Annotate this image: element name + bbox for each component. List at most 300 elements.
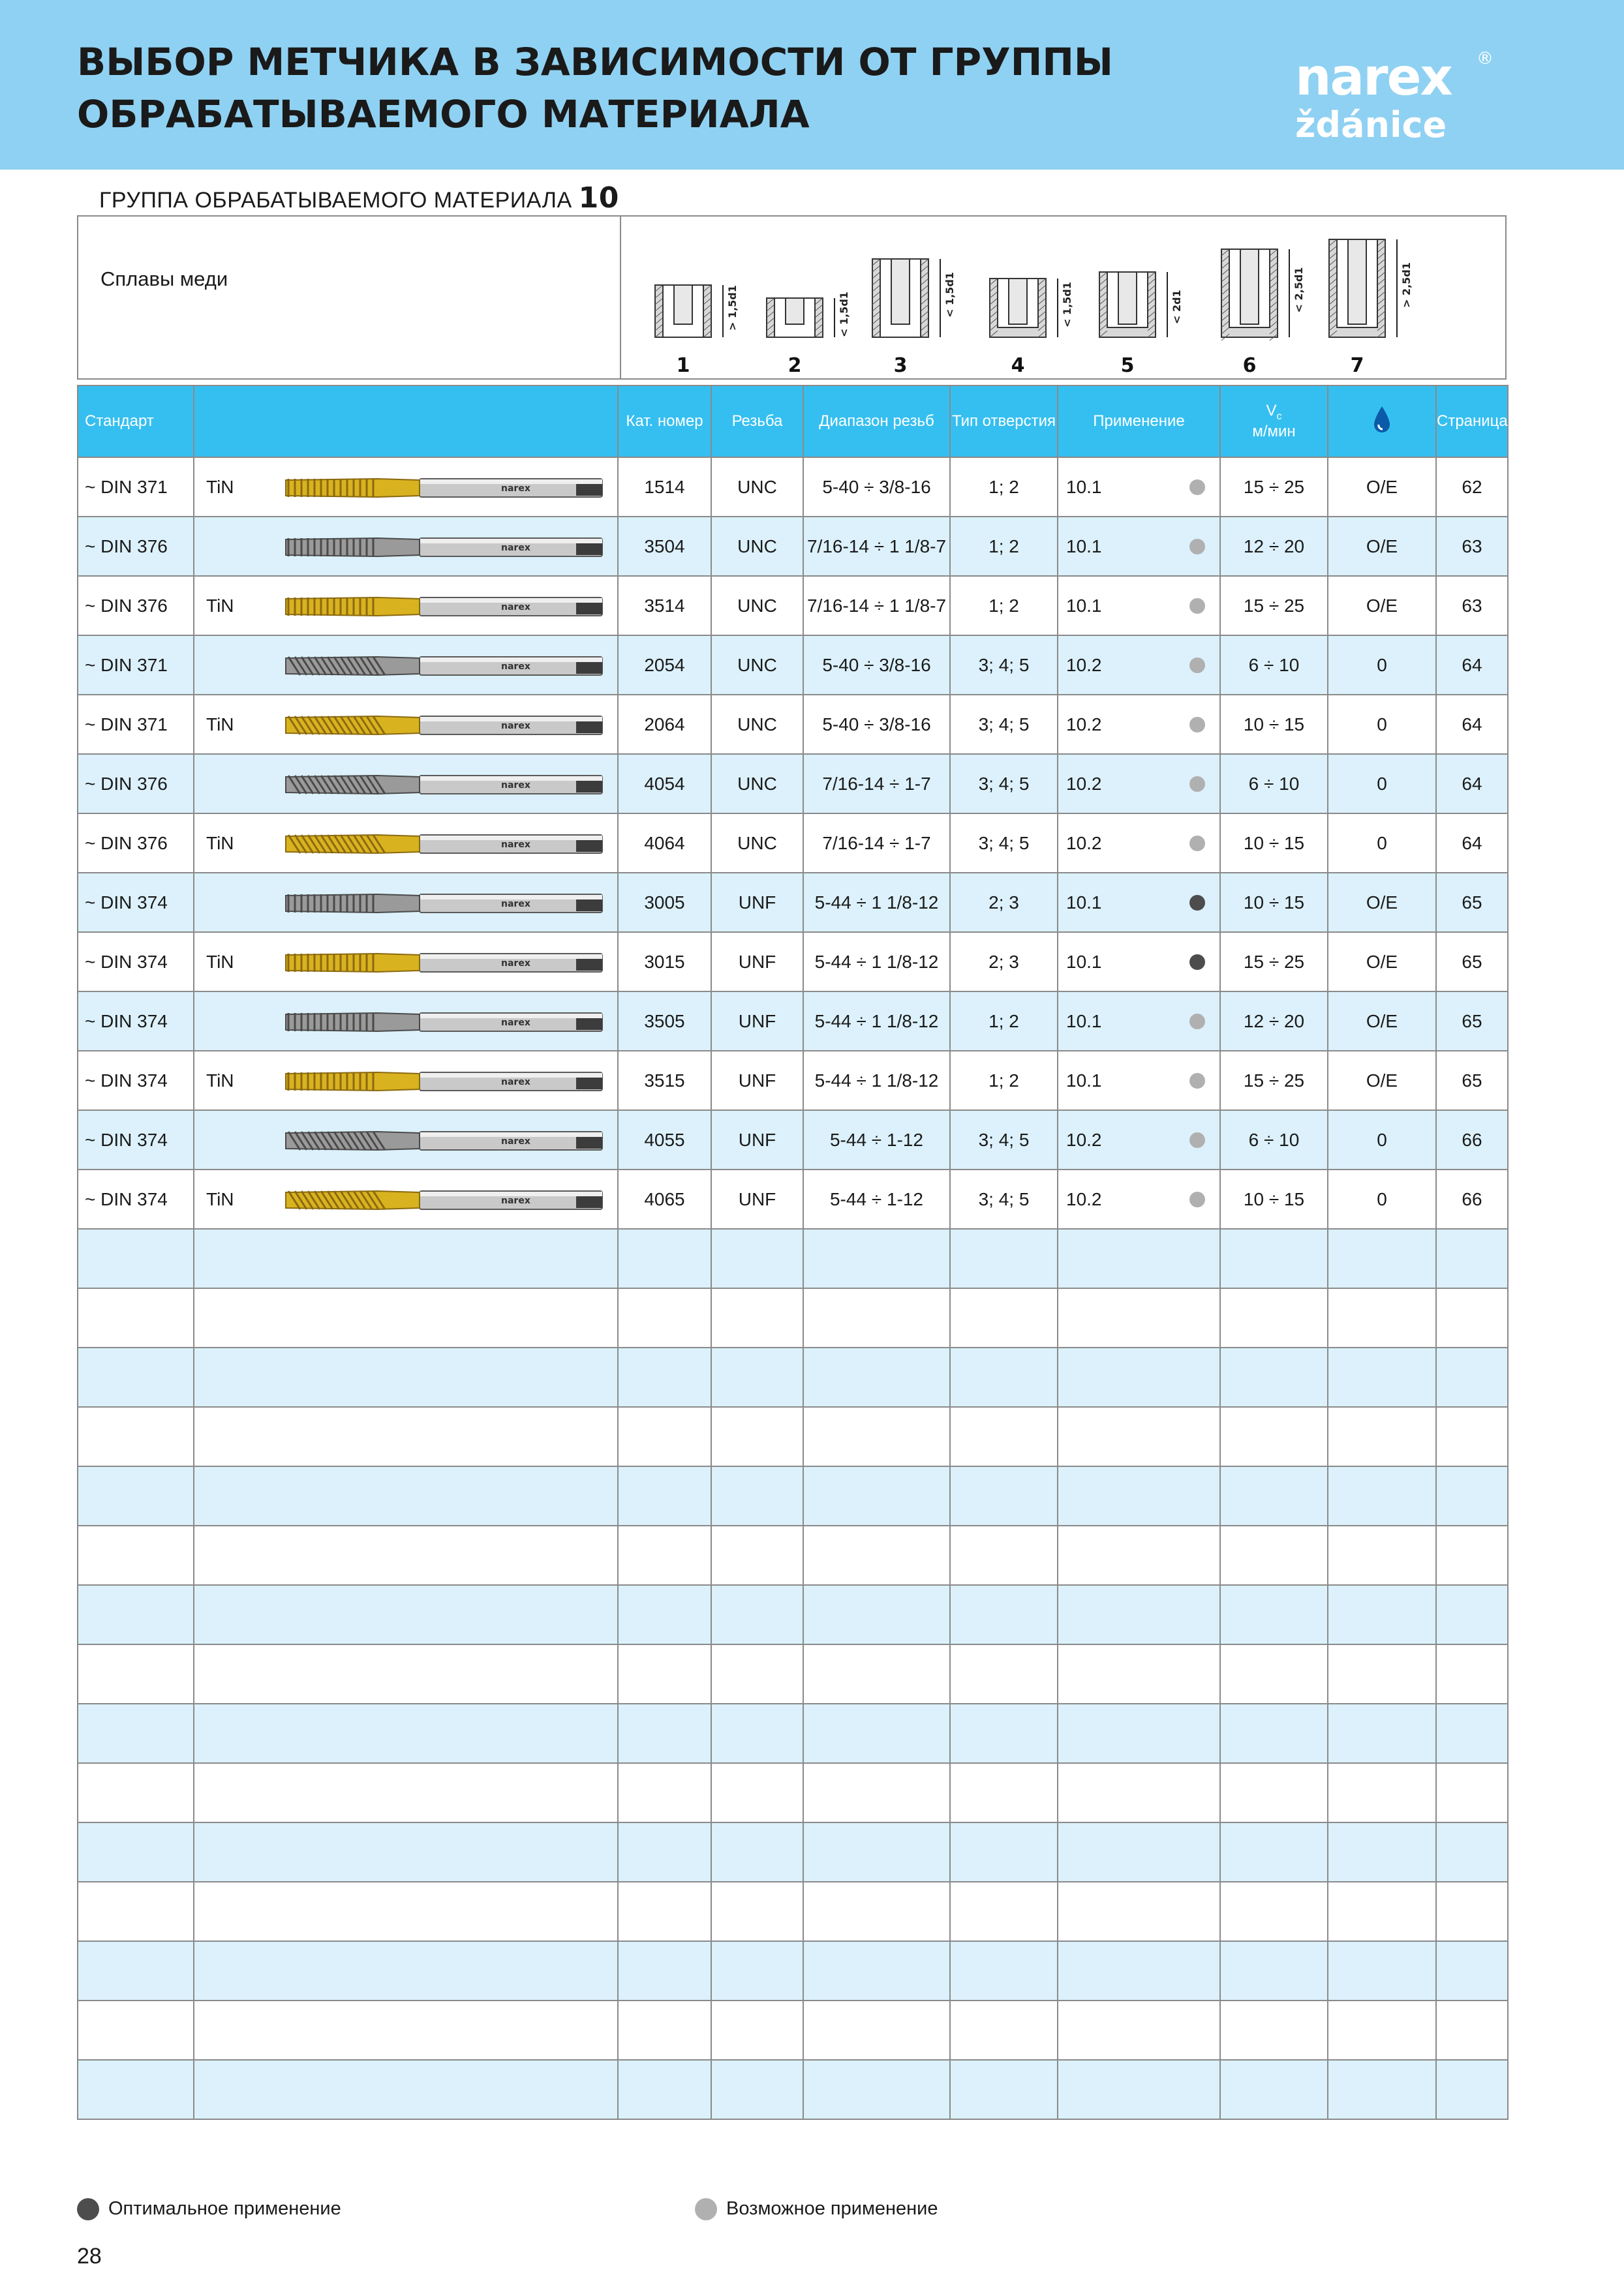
svg-text:narex: narex — [1295, 48, 1452, 107]
empty-cell — [618, 1585, 711, 1644]
empty-cell — [78, 1585, 194, 1644]
cat-number-cell: 2054 — [618, 635, 711, 695]
application-code: 10.1 — [1066, 536, 1102, 556]
hole-type-cell: 3; 4; 5 — [950, 754, 1058, 813]
col-coolant — [1328, 385, 1436, 457]
empty-cell — [1220, 1229, 1328, 1288]
page-title — [77, 36, 1113, 140]
empty-cell — [1436, 1763, 1508, 1822]
hole-type-cell: 1; 2 — [950, 1051, 1058, 1110]
empty-cell — [1328, 1585, 1436, 1644]
empty-cell — [1220, 1526, 1328, 1585]
application-code: 10.1 — [1066, 1070, 1102, 1091]
coolant-cell: O/E — [1328, 991, 1436, 1051]
application-cell — [1058, 1051, 1220, 1110]
col-standard: Стандарт — [78, 385, 194, 457]
empty-cell — [1436, 1229, 1508, 1288]
empty-cell — [78, 1526, 194, 1585]
svg-text:narex: narex — [501, 602, 530, 612]
empty-cell — [950, 1526, 1058, 1585]
possible-dot — [1189, 776, 1205, 792]
thread-range-cell: 5-44 ÷ 1 1/8-12 — [803, 932, 950, 991]
empty-cell — [1436, 2060, 1508, 2119]
possible-dot — [1189, 1132, 1205, 1148]
empty-cell — [1058, 1822, 1220, 1882]
empty-cell — [711, 2001, 803, 2060]
empty-row — [78, 1229, 1508, 1288]
empty-row — [78, 1288, 1508, 1348]
empty-cell — [78, 1704, 194, 1763]
empty-cell — [618, 1822, 711, 1882]
empty-cell — [803, 1348, 950, 1407]
thread-cell: UNF — [711, 932, 803, 991]
page-cell: 66 — [1436, 1110, 1508, 1170]
table-header-row — [78, 385, 1508, 457]
application-code: 10.1 — [1066, 892, 1102, 913]
coating-cell — [194, 1170, 618, 1229]
table-row — [78, 1051, 1508, 1110]
tap-image — [279, 944, 605, 981]
empty-cell — [194, 1585, 618, 1644]
empty-cell — [194, 1229, 618, 1288]
cat-number-cell: 4064 — [618, 813, 711, 873]
application-cell — [1058, 813, 1220, 873]
empty-cell — [803, 1288, 950, 1348]
coating-cell — [194, 991, 618, 1051]
table-row — [78, 1170, 1508, 1229]
empty-cell — [1058, 2001, 1220, 2060]
table-row — [78, 695, 1508, 754]
coating-cell — [194, 457, 618, 517]
coolant-drop-icon — [1373, 405, 1391, 434]
coolant-cell: 0 — [1328, 695, 1436, 754]
empty-row — [78, 1941, 1508, 2001]
svg-text:narex: narex — [501, 543, 530, 553]
empty-cell — [78, 1348, 194, 1407]
application-code: 10.1 — [1066, 476, 1102, 497]
tap-image — [279, 1004, 605, 1040]
empty-cell — [78, 1941, 194, 2001]
empty-cell — [1058, 1882, 1220, 1941]
page-cell: 65 — [1436, 932, 1508, 991]
coating-cell — [194, 517, 618, 576]
thread-range-cell: 5-40 ÷ 3/8-16 — [803, 635, 950, 695]
empty-cell — [803, 2001, 950, 2060]
page-cell: 63 — [1436, 576, 1508, 635]
coating-label: TiN — [206, 1070, 234, 1091]
empty-cell — [1220, 1288, 1328, 1348]
empty-cell — [950, 1288, 1058, 1348]
possible-dot — [1189, 836, 1205, 851]
coating-label: TiN — [206, 1188, 234, 1209]
empty-cell — [1220, 1882, 1328, 1941]
thread-range-cell: 7/16-14 ÷ 1-7 — [803, 754, 950, 813]
table-row — [78, 457, 1508, 517]
coating-cell — [194, 695, 618, 754]
coating-cell — [194, 1110, 618, 1170]
empty-cell — [950, 1229, 1058, 1288]
thread-cell: UNC — [711, 635, 803, 695]
page-cell: 64 — [1436, 695, 1508, 754]
empty-cell — [803, 1407, 950, 1466]
empty-cell — [950, 1882, 1058, 1941]
hole-type-number: 3 — [893, 354, 908, 377]
cat-number-cell: 4055 — [618, 1110, 711, 1170]
empty-cell — [711, 2060, 803, 2119]
svg-text:< 1,5d1: < 1,5d1 — [1061, 282, 1073, 327]
empty-cell — [194, 1407, 618, 1466]
empty-cell — [950, 2060, 1058, 2119]
empty-cell — [1436, 1585, 1508, 1644]
empty-cell — [194, 1882, 618, 1941]
empty-cell — [803, 1466, 950, 1526]
empty-cell — [803, 1941, 950, 2001]
empty-cell — [950, 1822, 1058, 1882]
thread-cell: UNC — [711, 457, 803, 517]
table-row — [78, 517, 1508, 576]
empty-cell — [618, 1704, 711, 1763]
coolant-cell: O/E — [1328, 457, 1436, 517]
empty-cell — [711, 1763, 803, 1822]
empty-cell — [618, 1526, 711, 1585]
application-cell — [1058, 1110, 1220, 1170]
empty-cell — [78, 1763, 194, 1822]
application-code: 10.2 — [1066, 832, 1102, 853]
empty-cell — [711, 1941, 803, 2001]
thread-range-cell: 7/16-14 ÷ 1 1/8-7 — [803, 517, 950, 576]
empty-row — [78, 1526, 1508, 1585]
coating-cell — [194, 576, 618, 635]
empty-cell — [1058, 1644, 1220, 1704]
hole-type-number: 6 — [1242, 354, 1257, 377]
empty-cell — [194, 1348, 618, 1407]
material-name: Сплавы меди — [100, 267, 228, 290]
col-hole: Тип отверстия — [950, 385, 1058, 457]
empty-cell — [618, 1229, 711, 1288]
thread-cell: UNC — [711, 576, 803, 635]
empty-cell — [194, 1822, 618, 1882]
empty-cell — [618, 2060, 711, 2119]
tap-image — [279, 766, 605, 803]
svg-text:narex: narex — [501, 483, 530, 494]
empty-cell — [711, 1229, 803, 1288]
empty-cell — [711, 1526, 803, 1585]
empty-cell — [1436, 1466, 1508, 1526]
standard-cell: ~ DIN 374 — [78, 1110, 194, 1170]
page-cell: 65 — [1436, 1051, 1508, 1110]
empty-cell — [78, 1229, 194, 1288]
group-title — [99, 181, 619, 215]
thread-cell: UNC — [711, 695, 803, 754]
empty-cell — [618, 1466, 711, 1526]
tap-image — [279, 648, 605, 684]
tap-image — [279, 470, 605, 506]
application-cell — [1058, 576, 1220, 635]
standard-cell: ~ DIN 371 — [78, 635, 194, 695]
thread-cell: UNF — [711, 873, 803, 932]
possible-dot — [1189, 479, 1205, 495]
narex-logo — [1289, 39, 1497, 150]
standard-cell: ~ DIN 374 — [78, 932, 194, 991]
legend-dot-optimal — [77, 2198, 99, 2220]
empty-row — [78, 2060, 1508, 2119]
svg-text:®: ® — [1477, 49, 1494, 68]
table-row — [78, 991, 1508, 1051]
hole-type-number: 7 — [1350, 354, 1364, 377]
empty-cell — [950, 1466, 1058, 1526]
cutting-speed-cell: 6 ÷ 10 — [1220, 1110, 1328, 1170]
optimal-dot — [1189, 895, 1205, 911]
possible-dot — [1189, 539, 1205, 554]
cutting-speed-cell: 15 ÷ 25 — [1220, 576, 1328, 635]
empty-cell — [1436, 1407, 1508, 1466]
cutting-speed-cell: 10 ÷ 15 — [1220, 695, 1328, 754]
cutting-speed-cell: 6 ÷ 10 — [1220, 754, 1328, 813]
application-code: 10.1 — [1066, 951, 1102, 972]
empty-cell — [803, 1585, 950, 1644]
coating-label: TiN — [206, 476, 234, 497]
svg-text:narex: narex — [501, 958, 530, 969]
empty-cell — [194, 1644, 618, 1704]
hole-type-cell: 2; 3 — [950, 873, 1058, 932]
table-row — [78, 813, 1508, 873]
empty-cell — [803, 1229, 950, 1288]
tap-image — [279, 1182, 605, 1218]
hole-type-cell: 3; 4; 5 — [950, 635, 1058, 695]
svg-text:narex: narex — [501, 661, 530, 672]
standard-cell: ~ DIN 374 — [78, 1051, 194, 1110]
empty-cell — [1328, 1466, 1436, 1526]
table-row — [78, 754, 1508, 813]
page-cell: 65 — [1436, 873, 1508, 932]
svg-text:< 1,5d1: < 1,5d1 — [838, 292, 850, 337]
thread-cell: UNF — [711, 1170, 803, 1229]
coating-label: TiN — [206, 714, 234, 734]
thread-range-cell: 5-44 ÷ 1 1/8-12 — [803, 991, 950, 1051]
coating-label: TiN — [206, 595, 234, 616]
empty-cell — [1328, 1822, 1436, 1882]
empty-cell — [1220, 1763, 1328, 1822]
possible-dot — [1189, 657, 1205, 673]
page-cell: 66 — [1436, 1170, 1508, 1229]
empty-cell — [1328, 2060, 1436, 2119]
empty-cell — [711, 1288, 803, 1348]
col-thread: Резьба — [711, 385, 803, 457]
empty-cell — [803, 1763, 950, 1822]
standard-cell: ~ DIN 376 — [78, 754, 194, 813]
empty-cell — [1058, 1407, 1220, 1466]
coolant-cell: 0 — [1328, 1110, 1436, 1170]
thread-range-cell: 5-40 ÷ 3/8-16 — [803, 695, 950, 754]
coolant-cell: 0 — [1328, 813, 1436, 873]
empty-cell — [1328, 1941, 1436, 2001]
thread-range-cell: 5-44 ÷ 1-12 — [803, 1170, 950, 1229]
application-code: 10.2 — [1066, 714, 1102, 734]
page-cell: 64 — [1436, 754, 1508, 813]
empty-cell — [194, 1466, 618, 1526]
empty-cell — [803, 1822, 950, 1882]
standard-cell: ~ DIN 374 — [78, 873, 194, 932]
empty-cell — [1328, 1763, 1436, 1822]
empty-cell — [618, 1407, 711, 1466]
empty-cell — [78, 1407, 194, 1466]
empty-cell — [1058, 1941, 1220, 2001]
coating-cell — [194, 813, 618, 873]
tap-image — [279, 885, 605, 922]
application-cell — [1058, 1170, 1220, 1229]
empty-cell — [1436, 1882, 1508, 1941]
thread-range-cell: 7/16-14 ÷ 1 1/8-7 — [803, 576, 950, 635]
standard-cell: ~ DIN 374 — [78, 991, 194, 1051]
empty-cell — [1058, 1704, 1220, 1763]
empty-cell — [78, 2001, 194, 2060]
thread-cell: UNF — [711, 1110, 803, 1170]
optimal-dot — [1189, 954, 1205, 970]
empty-cell — [1436, 1526, 1508, 1585]
empty-cell — [950, 1585, 1058, 1644]
coating-cell — [194, 754, 618, 813]
empty-cell — [950, 2001, 1058, 2060]
application-code: 10.2 — [1066, 1129, 1102, 1150]
title-line-1: ВЫБОР МЕТЧИКА В ЗАВИСИМОСТИ ОТ ГРУППЫ — [77, 40, 1113, 84]
application-cell — [1058, 873, 1220, 932]
coolant-cell: O/E — [1328, 932, 1436, 991]
empty-cell — [1328, 1229, 1436, 1288]
thread-cell: UNF — [711, 991, 803, 1051]
empty-cell — [950, 1941, 1058, 2001]
hole-type-number: 2 — [788, 354, 802, 377]
cat-number-cell: 4054 — [618, 754, 711, 813]
empty-cell — [803, 2060, 950, 2119]
empty-cell — [194, 1526, 618, 1585]
empty-cell — [1058, 1526, 1220, 1585]
empty-row — [78, 1763, 1508, 1822]
empty-cell — [1220, 2001, 1328, 2060]
table-row — [78, 576, 1508, 635]
thread-cell: UNF — [711, 1051, 803, 1110]
empty-cell — [1058, 1763, 1220, 1822]
empty-cell — [78, 1466, 194, 1526]
empty-cell — [711, 1822, 803, 1882]
application-cell — [1058, 932, 1220, 991]
hole-type-number: 1 — [676, 354, 690, 377]
empty-cell — [1436, 1288, 1508, 1348]
empty-cell — [1220, 1644, 1328, 1704]
empty-row — [78, 1466, 1508, 1526]
tap-selection-table — [77, 385, 1509, 2120]
hole-type-cell: 3; 4; 5 — [950, 813, 1058, 873]
empty-cell — [803, 1644, 950, 1704]
empty-cell — [1058, 2060, 1220, 2119]
group-number: 10 — [578, 181, 619, 215]
cat-number-cell: 4065 — [618, 1170, 711, 1229]
thread-range-cell: 5-44 ÷ 1 1/8-12 — [803, 873, 950, 932]
col-cat: Кат. номер — [618, 385, 711, 457]
empty-cell — [711, 1407, 803, 1466]
coolant-cell: 0 — [1328, 754, 1436, 813]
svg-text:> 2,5d1: > 2,5d1 — [1400, 262, 1413, 308]
hole-type-cell: 1; 2 — [950, 457, 1058, 517]
tap-image — [279, 529, 605, 566]
hole-type-cell: 1; 2 — [950, 576, 1058, 635]
vc-unit: м/мин — [1252, 422, 1296, 440]
coating-cell — [194, 635, 618, 695]
table-row — [78, 1110, 1508, 1170]
empty-cell — [1328, 2001, 1436, 2060]
application-code: 10.2 — [1066, 773, 1102, 794]
thread-cell: UNC — [711, 517, 803, 576]
coating-cell — [194, 932, 618, 991]
coating-cell — [194, 1051, 618, 1110]
groupbox-divider — [620, 217, 621, 378]
coolant-cell: O/E — [1328, 517, 1436, 576]
empty-cell — [711, 1585, 803, 1644]
empty-cell — [618, 1763, 711, 1822]
application-cell — [1058, 695, 1220, 754]
hole-type-number: 5 — [1120, 354, 1135, 377]
cutting-speed-cell: 12 ÷ 20 — [1220, 991, 1328, 1051]
empty-cell — [803, 1882, 950, 1941]
empty-cell — [194, 2060, 618, 2119]
empty-cell — [194, 1763, 618, 1822]
page-cell: 65 — [1436, 991, 1508, 1051]
empty-row — [78, 2001, 1508, 2060]
application-code: 10.1 — [1066, 595, 1102, 616]
application-cell — [1058, 517, 1220, 576]
empty-cell — [950, 1407, 1058, 1466]
application-code: 10.2 — [1066, 654, 1102, 675]
page-cell: 64 — [1436, 635, 1508, 695]
empty-cell — [78, 1882, 194, 1941]
svg-text:> 1,5d1: > 1,5d1 — [726, 285, 739, 331]
coolant-cell: O/E — [1328, 576, 1436, 635]
tap-image — [279, 707, 605, 744]
possible-dot — [1189, 1014, 1205, 1029]
coolant-cell: 0 — [1328, 1170, 1436, 1229]
empty-cell — [618, 1644, 711, 1704]
cat-number-cell: 3005 — [618, 873, 711, 932]
application-cell — [1058, 754, 1220, 813]
empty-row — [78, 1644, 1508, 1704]
table-row — [78, 932, 1508, 991]
thread-range-cell: 5-44 ÷ 1-12 — [803, 1110, 950, 1170]
svg-text:< 1,5d1: < 1,5d1 — [943, 272, 956, 318]
tap-image — [279, 1123, 605, 1159]
empty-cell — [78, 2060, 194, 2119]
empty-cell — [950, 1644, 1058, 1704]
empty-cell — [78, 1288, 194, 1348]
standard-cell: ~ DIN 376 — [78, 517, 194, 576]
application-code: 10.2 — [1066, 1188, 1102, 1209]
thread-range-cell: 7/16-14 ÷ 1-7 — [803, 813, 950, 873]
hole-type-cell: 3; 4; 5 — [950, 1110, 1058, 1170]
table-row — [78, 635, 1508, 695]
empty-cell — [1328, 1644, 1436, 1704]
page-cell: 64 — [1436, 813, 1508, 873]
cutting-speed-cell: 15 ÷ 25 — [1220, 457, 1328, 517]
empty-cell — [1220, 1466, 1328, 1526]
application-cell — [1058, 635, 1220, 695]
application-cell — [1058, 457, 1220, 517]
empty-row — [78, 1704, 1508, 1763]
empty-cell — [711, 1644, 803, 1704]
group-label: ГРУППА ОБРАБАТЫВАЕМОГО МАТЕРИАЛА — [99, 188, 572, 213]
empty-cell — [1058, 1585, 1220, 1644]
cutting-speed-cell: 10 ÷ 15 — [1220, 873, 1328, 932]
cat-number-cell: 3514 — [618, 576, 711, 635]
svg-text:narex: narex — [501, 721, 530, 731]
cutting-speed-cell: 12 ÷ 20 — [1220, 517, 1328, 576]
